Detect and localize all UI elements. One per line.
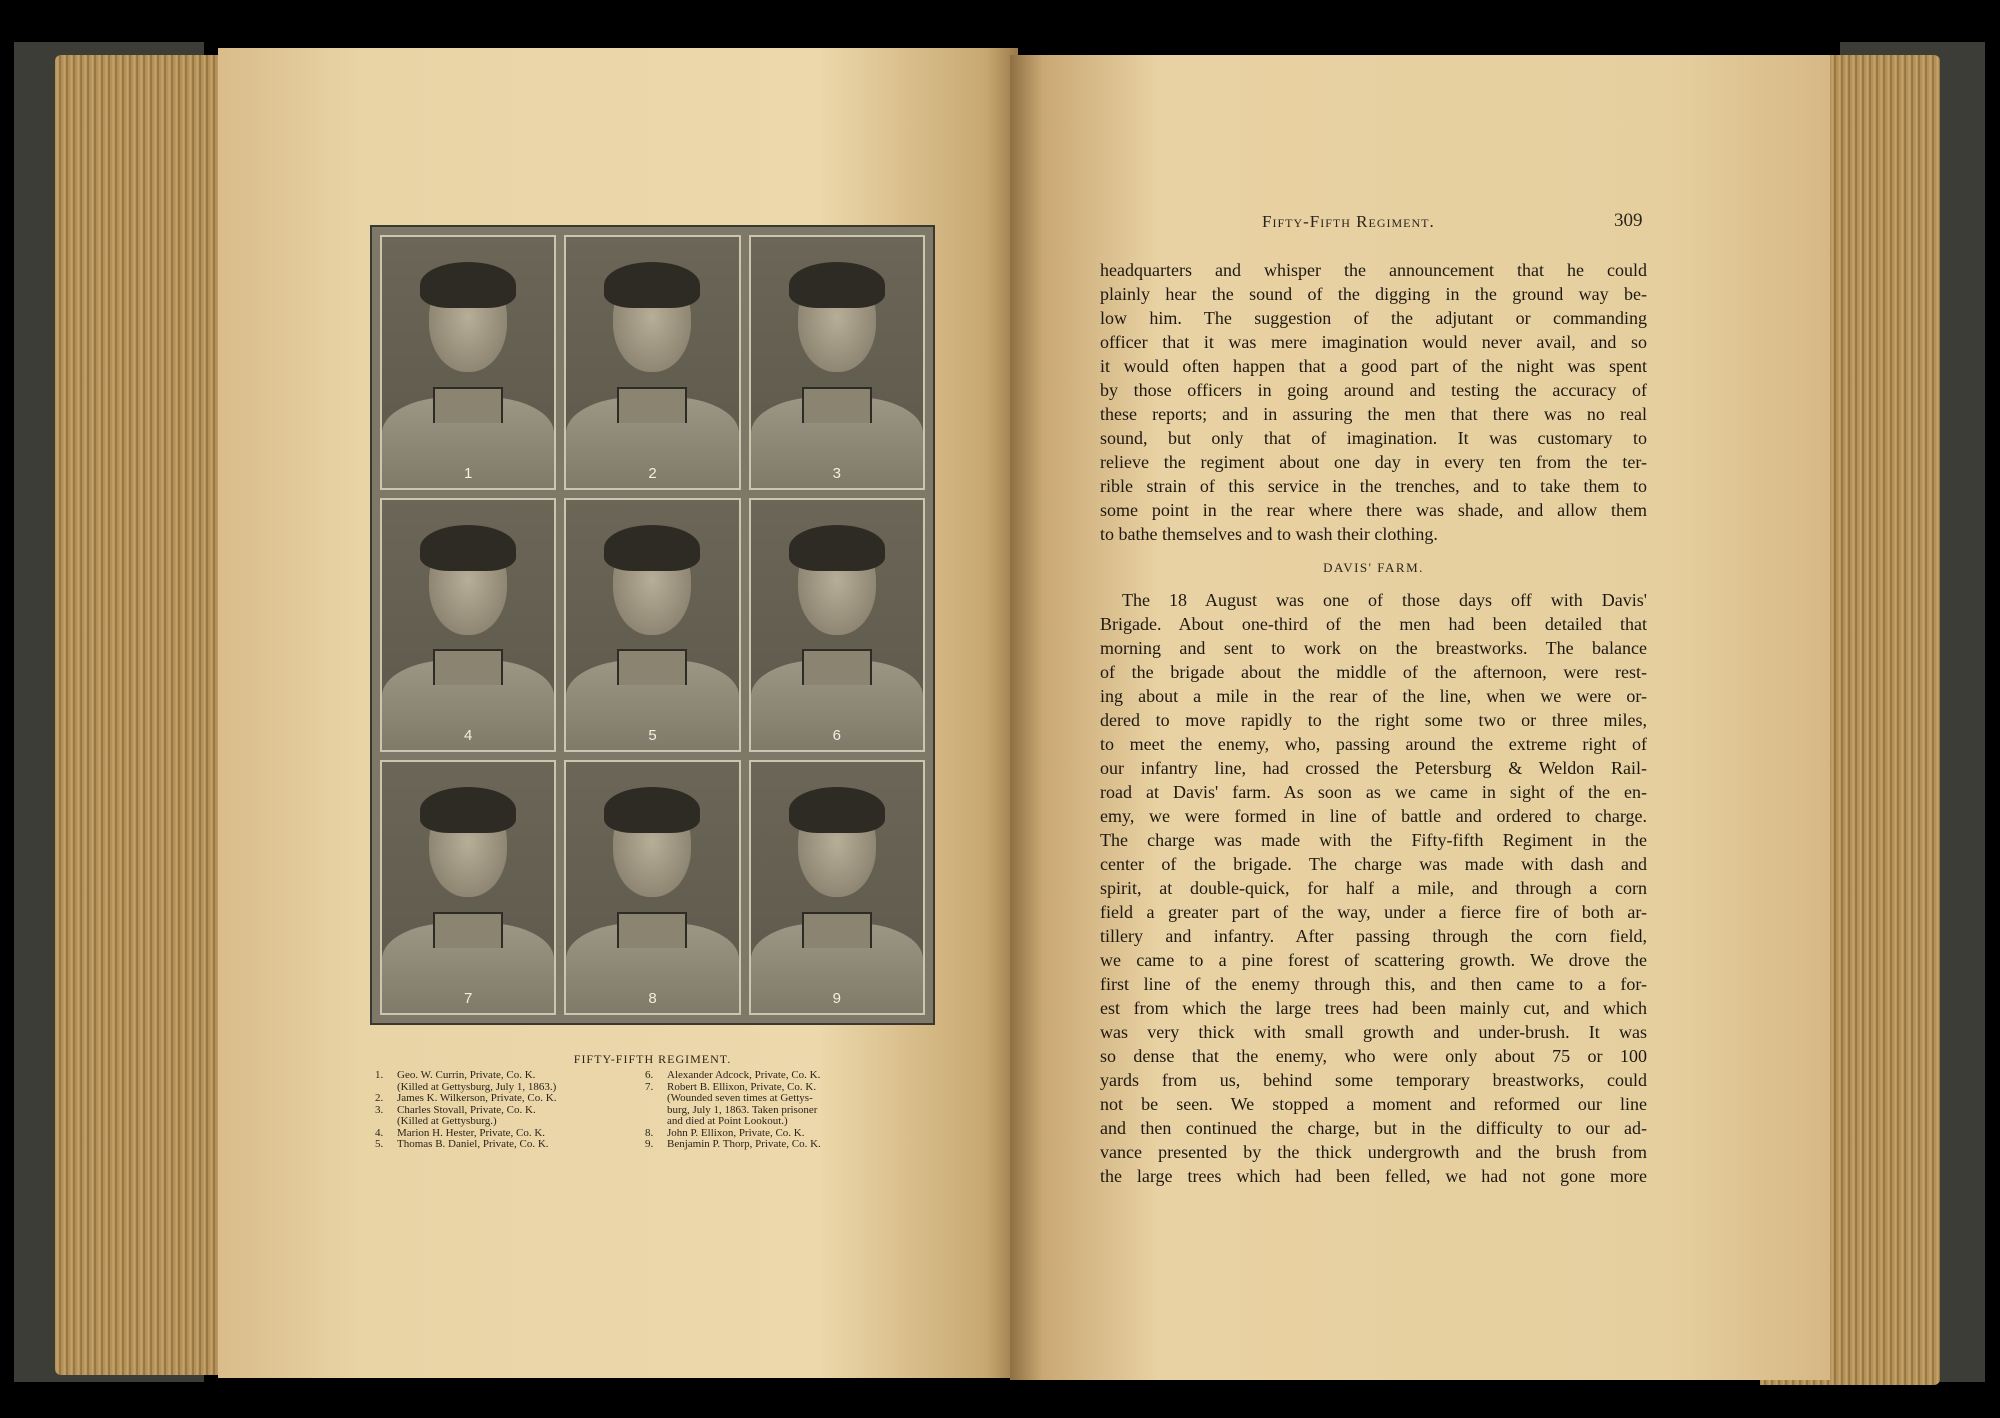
paragraph-2 (1100, 588, 1647, 1188)
portrait-number: 2 (648, 464, 657, 482)
portrait-number: 3 (832, 464, 841, 482)
caption-text: Benjamin P. Thorp, Private, Co. K. (667, 1138, 821, 1150)
portrait-hair (604, 787, 700, 833)
portrait-collar (617, 912, 687, 948)
text-line: spirit, at double-quick, for half a mile, and through a corn (1100, 878, 1647, 898)
plate-caption-title: FIFTY-FIFTH REGIMENT. (573, 1052, 732, 1066)
caption-item (645, 1116, 925, 1128)
caption-text: burg, July 1, 1863. Taken prisoner (667, 1103, 818, 1116)
portrait-number: 1 (463, 464, 473, 482)
caption-number: 1. (375, 1069, 384, 1081)
portrait-collar (433, 387, 503, 423)
caption-number: 7. (645, 1080, 654, 1093)
text-line: of the brigade about the middle of the afternoon, were rest- (1100, 662, 1647, 682)
caption-number: 5. (375, 1138, 384, 1150)
portrait-hair (420, 262, 516, 308)
page-number: 309 (1614, 210, 1643, 231)
caption-item (375, 1070, 645, 1082)
caption-item (645, 1139, 925, 1151)
caption-text: (Killed at Gettysburg.) (397, 1115, 497, 1127)
text-line: field a greater part of the way, under a fierce fire of both ar- (1100, 902, 1647, 922)
text-line: center of the brigade. The charge was made with dash and (1100, 854, 1647, 874)
portrait-number: 9 (832, 990, 841, 1007)
text-line: was very thick with small growth and under-brush. It was (1100, 1022, 1647, 1042)
text-line: tillery and infantry. After passing through the corn field, (1100, 926, 1647, 946)
portrait-number: 8 (648, 990, 657, 1007)
text-line: dered to move rapidly to the right some two or three miles, (1100, 710, 1647, 730)
paragraph-1 (1100, 258, 1647, 546)
text-line: rible strain of this service in the trenches, and to take them to (1100, 476, 1647, 496)
portrait-number: 5 (648, 727, 657, 745)
portrait-photo (749, 760, 925, 1015)
caption-text: and died at Point Lookout.) (667, 1115, 788, 1127)
text-line: the large trees which had been felled, we had not gone more (1100, 1166, 1647, 1186)
portrait-hair (789, 787, 885, 833)
caption-number: 3. (375, 1103, 384, 1116)
text-line: to bathe themselves and to wash their clothing. (1100, 524, 1438, 544)
text-line: Brigade. About one-third of the men had been detailed that (1100, 614, 1647, 634)
caption-number: 6. (645, 1069, 654, 1081)
portrait-collar (802, 387, 872, 423)
caption-text: James K. Wilkerson, Private, Co. K. (397, 1092, 557, 1104)
text-line: The charge was made with the Fifty-fifth Regiment in the (1100, 830, 1647, 850)
text-line: road at Davis' farm. As soon as we came in sight of the en- (1100, 782, 1647, 802)
portrait-number: 4 (463, 727, 473, 745)
portrait-photo (380, 498, 556, 753)
caption-number (645, 1105, 667, 1117)
portrait-photo (380, 760, 556, 1015)
caption-number: 8. (645, 1126, 654, 1139)
text-line: ing about a mile in the rear of the line, when we were or- (1100, 686, 1647, 706)
portrait-plate (370, 225, 935, 1025)
text-line: to meet the enemy, who, passing around the extreme right of (1100, 734, 1647, 754)
portrait-hair (420, 525, 516, 571)
caption-list-left (375, 1070, 645, 1151)
section-heading: DAVIS' FARM. (1323, 560, 1424, 575)
text-line: our infantry line, had crossed the Petersburg & Weldon Rail- (1100, 758, 1647, 778)
text-line: these reports; and in assuring the men that there was no real (1100, 404, 1647, 424)
portrait-photo (749, 235, 925, 490)
text-line: not be seen. We stopped a moment and reformed our line (1100, 1094, 1647, 1114)
text-line: by those officers in going around and testing the accuracy of (1100, 380, 1647, 400)
page-edges-left (55, 55, 230, 1375)
portrait-collar (433, 649, 503, 685)
caption-text: Thomas B. Daniel, Private, Co. K. (397, 1138, 549, 1150)
text-line: The 18 August was one of those days off with Davis' (1122, 590, 1647, 610)
portrait-hair (789, 262, 885, 308)
running-head: Fifty-Fifth Regiment. (1262, 212, 1435, 231)
caption-item (375, 1116, 645, 1128)
portrait-photo (749, 498, 925, 753)
portrait-collar (617, 387, 687, 423)
caption-number: 2. (375, 1092, 384, 1104)
caption-item (645, 1070, 925, 1082)
caption-text: Robert B. Ellixon, Private, Co. K. (667, 1080, 817, 1093)
text-line: low him. The suggestion of the adjutant or commanding (1100, 308, 1647, 328)
text-line: we came to a pine forest of scattering growth. We drove the (1100, 950, 1647, 970)
text-line: headquarters and whisper the announcement that he could (1100, 260, 1647, 280)
caption-number: 4. (375, 1126, 384, 1139)
caption-number (645, 1116, 667, 1128)
text-line: first line of the enemy through this, and then came to a for- (1100, 974, 1647, 994)
caption-number (375, 1116, 397, 1128)
portrait-hair (604, 262, 700, 308)
caption-text: (Wounded seven times at Gettys- (667, 1092, 813, 1104)
caption-text: Charles Stovall, Private, Co. K. (397, 1103, 536, 1116)
caption-number: 9. (645, 1138, 654, 1150)
portrait-collar (617, 649, 687, 685)
caption-number (645, 1093, 667, 1105)
text-line: so dense that the enemy, who were only about 75 or 100 (1100, 1046, 1647, 1066)
portrait-hair (789, 525, 885, 571)
caption-item (375, 1139, 645, 1151)
caption-text: John P. Ellixon, Private, Co. K. (667, 1126, 805, 1139)
portrait-number: 7 (463, 990, 473, 1007)
text-line: relieve the regiment about one day in every ten from the ter- (1100, 452, 1647, 472)
portrait-photo (564, 235, 740, 490)
portrait-photo (380, 235, 556, 490)
caption-text: Geo. W. Currin, Private, Co. K. (397, 1069, 536, 1081)
text-line: emy, we were formed in line of battle and ordered to charge. (1100, 806, 1647, 826)
caption-text: Alexander Adcock, Private, Co. K. (667, 1069, 821, 1081)
text-line: plainly hear the sound of the digging in the ground way be- (1100, 284, 1647, 304)
text-line: yards from us, behind some temporary breastworks, could (1100, 1070, 1647, 1090)
text-line: it would often happen that a good part of the night was spent (1100, 356, 1647, 376)
text-line: and then continued the charge, but in the difficulty to our ad- (1100, 1118, 1647, 1138)
portrait-photo (564, 760, 740, 1015)
caption-item (375, 1093, 645, 1105)
portrait-collar (802, 649, 872, 685)
portrait-collar (433, 912, 503, 948)
text-line: vance presented by the thick undergrowth and the brush from (1100, 1142, 1647, 1162)
portrait-number: 6 (832, 727, 841, 745)
portrait-photo (564, 498, 740, 753)
caption-text: (Killed at Gettysburg, July 1, 1863.) (397, 1080, 557, 1093)
caption-list-right (645, 1070, 925, 1151)
portrait-collar (802, 912, 872, 948)
portrait-hair (604, 525, 700, 571)
caption-item (645, 1093, 925, 1105)
text-line: morning and sent to work on the breastworks. The balance (1100, 638, 1647, 658)
caption-text: Marion H. Hester, Private, Co. K. (397, 1126, 546, 1139)
text-line: sound, but only that of imagination. It was customary to (1100, 428, 1647, 448)
portrait-hair (420, 787, 516, 833)
text-line: est from which the large trees had been mainly cut, and which (1100, 998, 1647, 1018)
text-line: officer that it was mere imagination would never avail, and so (1100, 332, 1647, 352)
text-line: some point in the rear where there was shade, and allow them (1100, 500, 1647, 520)
